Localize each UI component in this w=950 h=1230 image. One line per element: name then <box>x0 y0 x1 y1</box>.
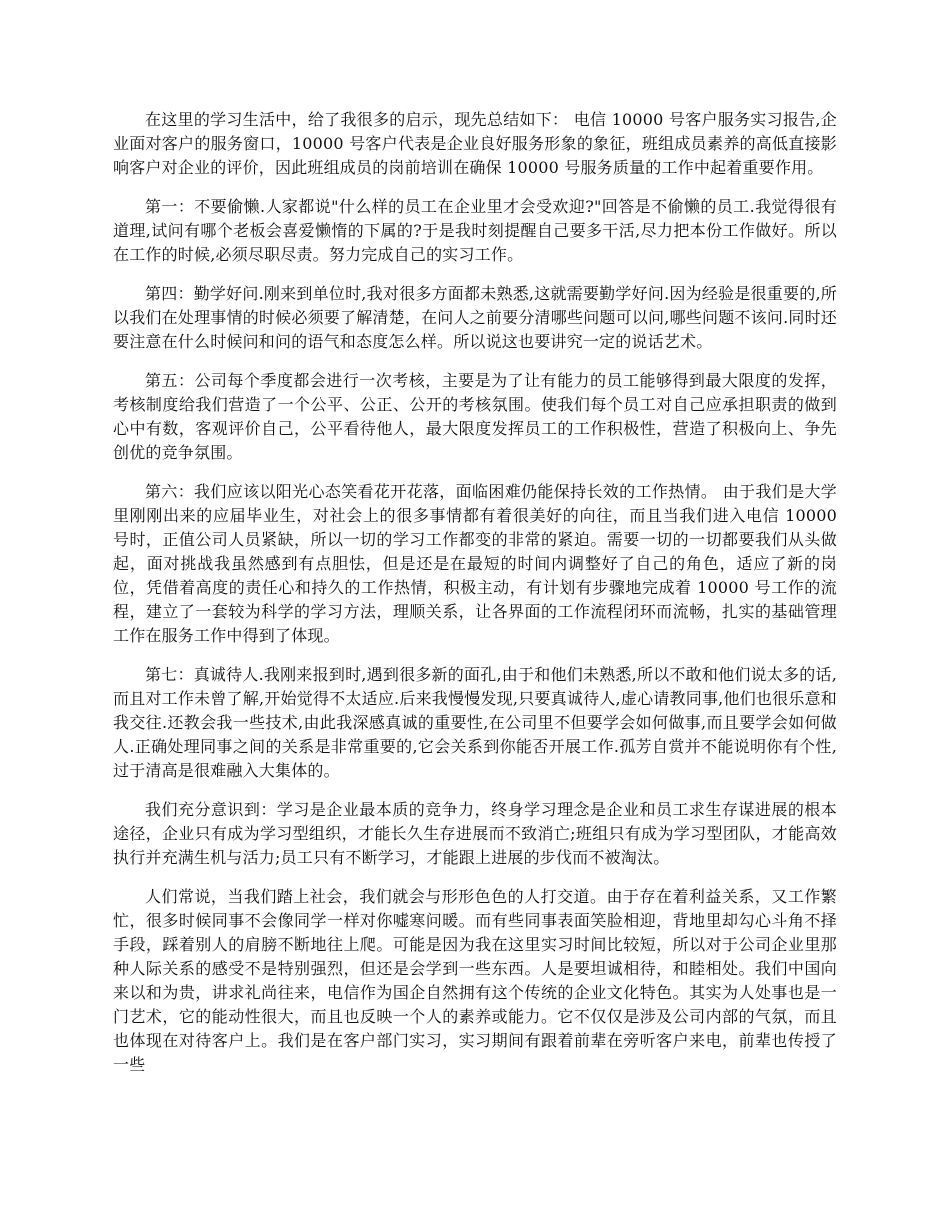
paragraph-learning: 我们充分意识到：学习是企业最本质的竞争力，终身学习理念是企业和员工求生存谋进展的根本途径，企业只有成为学习型组织，才能长久生存进展而不致消亡;班组只有成为学习型团队，才能高效执行并充满生机与活力;员工只有不断学习，才能跟上进展的步伐而不被淘汰。 <box>113 800 837 867</box>
paragraph-point-7: 第七：真诚待人.我刚来报到时,遇到很多新的面孔,由于和他们未熟悉,所以不敢和他们说太多的话,而且对工作未曾了解,开始觉得不太适应.后来我慢慢发现,只要真诚待人,虚心请教同事,他们也很乐意和我交往.还教会我一些技术,由此我深感真诚的重要性,在公司里不但要学会如何做事,而且要学会如何做人.正确处理同事之间的关系是非常重要的,它会关系到你能否开展工作.孤芳自赏并不能说明你有个性,过于清高是很难融入大集体的。 <box>113 665 837 780</box>
paragraph-relationships: 人们常说，当我们踏上社会，我们就会与形形色色的人打交道。由于存在着利益关系，又工作繁忙，很多时候同事不会像同学一样对你嘘寒问暖。而有些同事表面笑脸相迎，背地里却勾心斗角不择手段，踩着别人的肩膀不断地往上爬。可能是因为我在这里实习时间比较短，所以对于公司企业里那种人际关系的感受不是特别强烈，但还是会学到一些东西。人是要坦诚相待，和睦相处。我们中国向来以和为贵，讲求礼尚往来，电信作为国企自然拥有这个传统的企业文化特色。其实为人处事也是一门艺术，它的能动性很大，而且也反映一个人的素养或能力。它不仅仅是涉及公司内部的气氛，而且也体现在对待客户上。我们是在客户部门实习，实习期间有跟着前辈在旁听客户来电，前辈也传授了一些 <box>113 887 837 1074</box>
paragraph-intro: 在这里的学习生活中，给了我很多的启示，现先总结如下： 电信 10000 号客户服务实习报告,企业面对客户的服务窗口，10000 号客户代表是企业良好服务形象的象征，班组成员素养的高低直接影响客户对企业的评价，因此班组成员的岗前培训在确保 10000 号服务质量的工作中起着重要作用。 <box>113 110 837 177</box>
paragraph-point-5: 第五：公司每个季度都会进行一次考核，主要是为了让有能力的员工能够得到最大限度的发挥，考核制度给我们营造了一个公平、公正、公开的考核氛围。使我们每个员工对自己应承担职责的做到心中有数，客观评价自己，公平看待他人，最大限度发挥员工的工作积极性，营造了积极向上、争先创优的竞争氛围。 <box>113 371 837 462</box>
paragraph-point-4: 第四：勤学好问.刚来到单位时,我对很多方面都未熟悉,这就需要勤学好问.因为经验是很重要的,所以我们在处理事情的时候必须要了解清楚，在问人之前要分清哪些问题可以问,哪些问题不该问.同时还要注意在什么时候问和问的语气和态度怎么样。所以说这也要讲究一定的说话艺术。 <box>113 284 837 351</box>
document-body <box>113 108 837 1092</box>
paragraph-point-1: 第一：不要偷懒.人家都说"什么样的员工在企业里才会受欢迎?"回答是不偷懒的员工.我觉得很有道理,试问有哪个老板会喜爱懒惰的下属的?于是我时刻提醒自己要多干活,尽力把本份工作做好。所以在工作的时候,必须尽职尽责。努力完成自己的实习工作。 <box>113 197 837 264</box>
paragraph-point-6: 第六：我们应该以阳光心态笑看花开花落，面临困难仍能保持长效的工作热情。 由于我们是大学里刚刚出来的应届毕业生，对社会上的很多事情都有着很美好的向往，而且当我们进入电信 10000 号时，正值公司人员紧缺，所以一切的学习工作都变的非常的紧迫。需要一切的一切都要我们从头做起，面对挑战我虽然感到有点胆怯，但是还是在最短的时间内调整好了自己的角色，适应了新的岗位，凭借着高度的责任心和持久的工作热情，积极主动，有计划有步骤地完成着 10000 号工作的流程，建立了一套较为科学的学习方法，理顺关系，让各界面的工作流程闭环而流畅，扎实的基础管理工作在服务工作中得到了体现。 <box>113 482 837 645</box>
